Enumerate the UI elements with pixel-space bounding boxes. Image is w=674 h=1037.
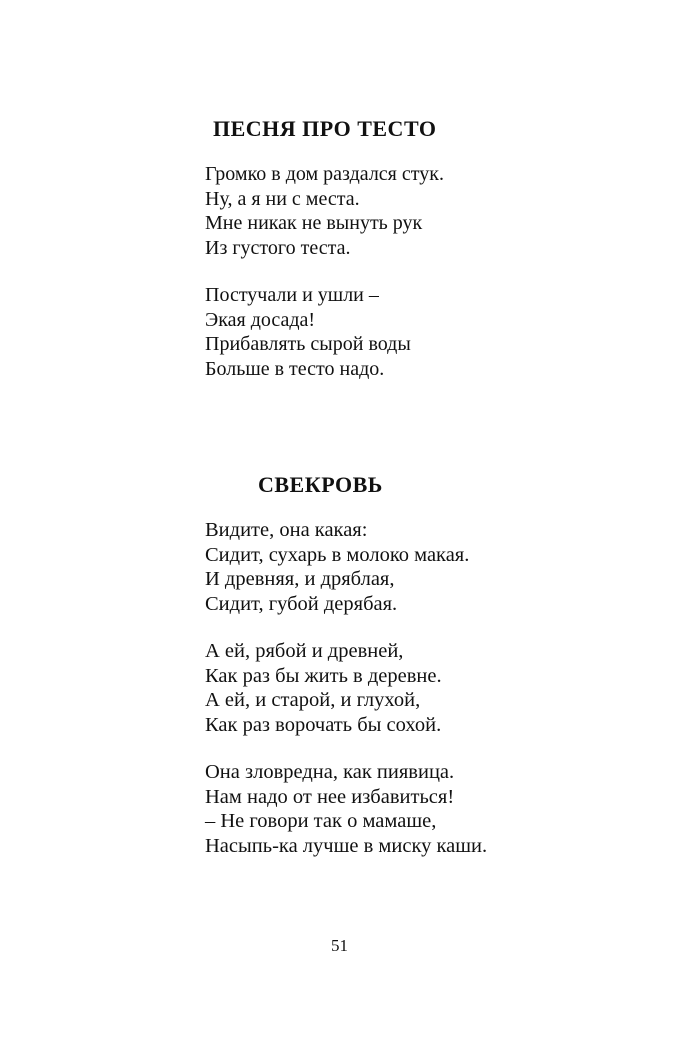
verse-line: Она зловредна, как пиявица. <box>205 761 455 783</box>
verse-line: Ну, а я ни с места. <box>205 187 360 210</box>
poem-mother-in-law <box>205 472 625 881</box>
verse-line: Прибавлять сырой воды <box>205 333 411 355</box>
verse-line: А ей, рябой и древней, <box>205 640 404 662</box>
verse-line: Экая досада! <box>205 308 316 331</box>
verse-line: Нам надо от нее избавиться! <box>205 785 455 808</box>
verse-line: И древняя, и дряблая, <box>205 568 395 590</box>
stanza <box>205 639 625 737</box>
verse-line: Из густого теста. <box>205 236 351 259</box>
stanza <box>205 283 625 381</box>
poem-song-about-dough <box>205 116 625 404</box>
verse-line: Сидит, сухарь в молоко макая. <box>205 543 470 566</box>
stanza <box>205 760 625 858</box>
page-number: 51 <box>331 936 348 955</box>
stanza <box>205 162 625 260</box>
verse-line: – Не говори так о мамаше, <box>205 810 437 832</box>
verse-line: Больше в тесто надо. <box>205 357 385 380</box>
poem-title: СВЕКРОВЬ <box>258 472 383 497</box>
verse-line: Сидит, губой дерябая. <box>205 592 398 615</box>
verse-line: Громко в дом раздался стук. <box>205 163 444 185</box>
verse-line: А ей, и старой, и глухой, <box>205 689 421 711</box>
verse-line: Насыпь-ка лучше в миску каши. <box>205 834 488 857</box>
poem-title: ПЕСНЯ ПРО ТЕСТО <box>213 116 437 141</box>
verse-line: Постучали и ушли – <box>205 284 379 306</box>
stanza <box>205 518 625 616</box>
verse-line: Мне никак не вынуть рук <box>205 212 423 234</box>
verse-line: Как раз бы жить в деревне. <box>205 664 442 687</box>
verse-line: Как раз ворочать бы сохой. <box>205 713 442 736</box>
verse-line: Видите, она какая: <box>205 519 368 541</box>
